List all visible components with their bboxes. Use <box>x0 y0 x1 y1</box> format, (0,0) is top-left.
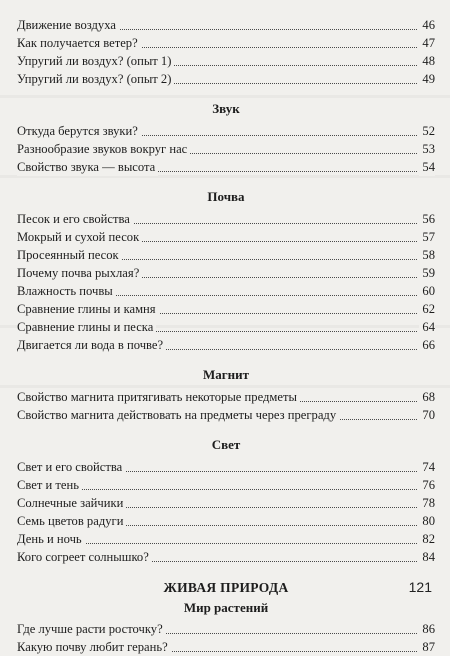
entry-page-number: 84 <box>419 548 435 566</box>
part-heading: ЖИВАЯ ПРИРОДА <box>163 580 289 595</box>
entry-title: Семь цветов радуги <box>17 512 126 530</box>
entry-title: Сравнение глины и камня <box>17 300 159 318</box>
entry-page-number: 53 <box>419 140 435 158</box>
entry-title: Движение воздуха <box>17 16 119 34</box>
entry-page-number: 68 <box>419 388 435 406</box>
entry-title: Мокрый и сухой песок <box>17 228 142 246</box>
entry-title: Как получается ветер? <box>17 34 141 52</box>
entry-page-number: 74 <box>419 458 435 476</box>
entry-title: Упругий ли воздух? (опыт 2) <box>17 70 174 88</box>
toc-entry[interactable] <box>17 246 435 264</box>
entry-title: Почему почва рыхлая? <box>17 264 142 282</box>
entry-title: Кого согреет солнышко? <box>17 548 152 566</box>
entry-title: День и ночь <box>17 530 85 548</box>
toc-entry[interactable] <box>17 318 435 336</box>
toc-entry[interactable] <box>17 530 435 548</box>
page-number: 121 <box>408 579 432 595</box>
toc-entry[interactable] <box>17 158 435 176</box>
entry-page-number: 64 <box>419 318 435 336</box>
toc-entry[interactable] <box>17 210 435 228</box>
section-heading: Звук <box>212 101 240 116</box>
entry-title: Просеянный песок <box>17 246 122 264</box>
entry-page-number: 60 <box>419 282 435 300</box>
entry-title: Свет и тень <box>17 476 82 494</box>
entry-title: Свойство звука — высота <box>17 158 158 176</box>
toc-entry[interactable] <box>17 34 435 52</box>
entry-title: Двигается ли вода в почве? <box>17 336 166 354</box>
section-heading: Свет <box>211 437 241 452</box>
section-heading: Магнит <box>202 367 250 382</box>
toc-entry[interactable] <box>17 638 435 656</box>
toc-entry[interactable] <box>17 494 435 512</box>
entry-title: Разнообразие звуков вокруг нас <box>17 140 190 158</box>
entry-title: Свойство магнита притягивать некоторые предметы <box>17 388 300 406</box>
toc-entry[interactable] <box>17 140 435 158</box>
entry-page-number: 56 <box>419 210 435 228</box>
entry-page-number: 87 <box>419 638 435 656</box>
toc-entry[interactable] <box>17 406 435 424</box>
entry-page-number: 62 <box>419 300 435 318</box>
toc-entry[interactable] <box>17 336 435 354</box>
entry-page-number: 80 <box>419 512 435 530</box>
entry-title: Солнечные зайчики <box>17 494 126 512</box>
entry-page-number: 46 <box>419 16 435 34</box>
entry-title: Какую почву любит герань? <box>17 638 171 656</box>
toc-entry[interactable] <box>17 388 435 406</box>
toc-entry[interactable] <box>17 70 435 88</box>
entry-page-number: 54 <box>419 158 435 176</box>
entry-title: Откуда берутся звуки? <box>17 122 141 140</box>
section-heading: Почва <box>207 189 245 204</box>
entry-page-number: 70 <box>419 406 435 424</box>
entry-title: Песок и его свойства <box>17 210 133 228</box>
toc-entry[interactable] <box>17 228 435 246</box>
toc-entry[interactable] <box>17 512 435 530</box>
toc-entry[interactable] <box>17 282 435 300</box>
toc-entry[interactable] <box>17 300 435 318</box>
entry-page-number: 58 <box>419 246 435 264</box>
toc-entry[interactable] <box>17 16 435 34</box>
entry-page-number: 48 <box>419 52 435 70</box>
table-of-contents <box>17 16 435 656</box>
toc-entry[interactable] <box>17 264 435 282</box>
entry-page-number: 82 <box>419 530 435 548</box>
entry-title: Упругий ли воздух? (опыт 1) <box>17 52 174 70</box>
entry-page-number: 57 <box>419 228 435 246</box>
entry-title: Влажность почвы <box>17 282 116 300</box>
toc-entry[interactable] <box>17 122 435 140</box>
toc-entry[interactable] <box>17 548 435 566</box>
entry-page-number: 66 <box>419 336 435 354</box>
toc-entry[interactable] <box>17 620 435 638</box>
entry-page-number: 52 <box>419 122 435 140</box>
entry-page-number: 59 <box>419 264 435 282</box>
entry-page-number: 47 <box>419 34 435 52</box>
entry-title: Свойство магнита действовать на предметы через преграду <box>17 406 339 424</box>
toc-entry[interactable] <box>17 52 435 70</box>
entry-page-number: 76 <box>419 476 435 494</box>
entry-title: Свет и его свойства <box>17 458 125 476</box>
toc-entry[interactable] <box>17 476 435 494</box>
entry-page-number: 86 <box>419 620 435 638</box>
entry-title: Сравнение глины и песка <box>17 318 156 336</box>
entry-title: Где лучше расти росточку? <box>17 620 166 638</box>
section-heading: Мир растений <box>183 600 269 615</box>
entry-page-number: 49 <box>419 70 435 88</box>
toc-entry[interactable] <box>17 458 435 476</box>
entry-page-number: 78 <box>419 494 435 512</box>
